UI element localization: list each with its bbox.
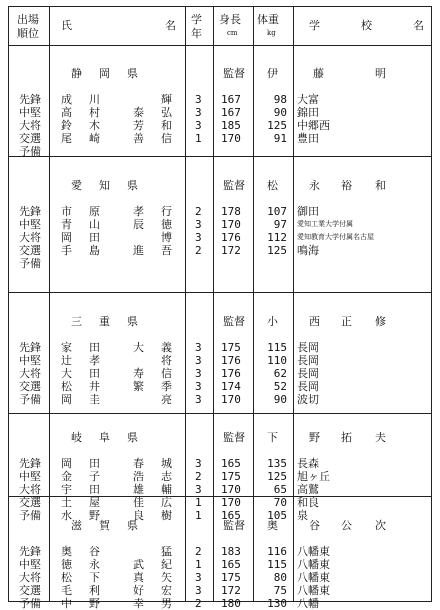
position-label: 交選 <box>19 380 41 393</box>
school-name: 愛知教育大学付属名古屋 <box>297 233 374 241</box>
height-value: 185 <box>221 119 241 132</box>
prefecture-name-char: 県 <box>127 179 138 192</box>
player-name-char: 屋 <box>89 496 100 509</box>
table-row <box>9 257 431 270</box>
weight-value: 80 <box>273 571 287 584</box>
coach-name-char: 藤 <box>313 67 324 80</box>
school-name: 波切 <box>297 393 319 406</box>
table-row <box>9 558 431 571</box>
prefecture-name-char: 滋 <box>71 519 82 532</box>
table-row <box>9 571 431 584</box>
table-row <box>9 584 431 597</box>
weight-value: 65 <box>273 483 287 496</box>
player-name-char: 高 <box>61 106 72 119</box>
roster-table <box>8 6 432 610</box>
school-name: 高鷲 <box>297 483 319 496</box>
school-name: 八幡 <box>297 597 319 610</box>
player-name-char: 田 <box>89 341 100 354</box>
position-label: 予備 <box>19 145 41 158</box>
height-value: 172 <box>221 584 241 597</box>
player-name-char: 岡 <box>61 393 72 406</box>
prefecture-name-char: 県 <box>127 315 138 328</box>
grade-value: 1 <box>195 558 202 571</box>
height-value: 172 <box>221 244 241 257</box>
prefecture-name-char: 県 <box>127 67 138 80</box>
player-name-char: 良 <box>133 509 144 522</box>
player-name-char: 和 <box>161 119 172 132</box>
player-name-char: 猛 <box>161 545 172 558</box>
table-row <box>9 119 431 132</box>
position-label: 先鋒 <box>19 457 41 470</box>
coach-name-char: 下 <box>267 431 278 444</box>
position-label: 大将 <box>19 119 41 132</box>
prefecture-block <box>9 45 431 157</box>
position-label: 中堅 <box>19 354 41 367</box>
position-label: 大将 <box>19 483 41 496</box>
coach-name-char: 伊 <box>267 67 278 80</box>
player-name-char: 村 <box>89 106 100 119</box>
position-label: 予備 <box>19 393 41 406</box>
prefecture-block <box>9 293 431 414</box>
school-name: 愛知工業大学付属 <box>297 220 353 228</box>
player-name-char: 尾 <box>61 132 72 145</box>
grade-value: 3 <box>195 341 202 354</box>
height-value: 175 <box>221 470 241 483</box>
player-name-char: 利 <box>89 584 100 597</box>
player-name-char: 辻 <box>61 354 72 367</box>
player-name-char: 野 <box>89 597 100 610</box>
table-row <box>9 341 431 354</box>
player-name-char: 武 <box>133 558 144 571</box>
height-value: 183 <box>221 545 241 558</box>
height-value: 170 <box>221 218 241 231</box>
player-name-char: 家 <box>61 341 72 354</box>
table-row <box>9 205 431 218</box>
player-name-char: 繁 <box>133 380 144 393</box>
table-row <box>9 457 431 470</box>
player-name-char: 亮 <box>161 393 172 406</box>
grade-value: 3 <box>195 393 202 406</box>
player-name-char: 井 <box>89 380 100 393</box>
weight-value: 135 <box>267 457 287 470</box>
prefecture-name-char: 岡 <box>99 67 110 80</box>
header-grade-1: 学 <box>191 13 202 26</box>
height-value: 170 <box>221 393 241 406</box>
player-name-char: 辰 <box>133 218 144 231</box>
school-name: 長岡 <box>297 354 319 367</box>
player-name-char: 原 <box>89 205 100 218</box>
weight-value: 52 <box>273 380 287 393</box>
position-label: 交選 <box>19 584 41 597</box>
weight-value: 90 <box>273 106 287 119</box>
header-name-2: 名 <box>165 19 176 32</box>
position-label: 先鋒 <box>19 341 41 354</box>
position-label: 中堅 <box>19 218 41 231</box>
grade-value: 3 <box>195 354 202 367</box>
weight-value: 130 <box>267 597 287 610</box>
player-name-char: 男 <box>161 597 172 610</box>
school-name: 和良 <box>297 496 319 509</box>
header-name-1: 氏 <box>61 19 72 32</box>
player-name-char: 中 <box>61 597 72 610</box>
player-name-char: 樹 <box>161 509 172 522</box>
player-name-char: 子 <box>89 470 100 483</box>
prefecture-block <box>9 414 431 522</box>
school-name: 長岡 <box>297 367 319 380</box>
player-name-char: 徳 <box>161 218 172 231</box>
weight-value: 97 <box>273 218 287 231</box>
position-label: 予備 <box>19 509 41 522</box>
header-height: 身長 <box>219 13 241 26</box>
school-name: 八幡東 <box>297 558 330 571</box>
height-value: 165 <box>221 457 241 470</box>
table-row <box>9 354 431 367</box>
school-name: 錦田 <box>297 106 319 119</box>
grade-value: 3 <box>195 218 202 231</box>
weight-value: 90 <box>273 393 287 406</box>
player-name-char: 矢 <box>161 571 172 584</box>
prefecture-name-char: 県 <box>127 431 138 444</box>
grade-value: 1 <box>195 132 202 145</box>
player-name-char: 大 <box>61 367 72 380</box>
player-name-char: 浩 <box>133 470 144 483</box>
player-name-char: 輔 <box>161 483 172 496</box>
table-row <box>9 367 431 380</box>
player-name-char: 信 <box>161 367 172 380</box>
table-row <box>9 132 431 145</box>
grade-value: 3 <box>195 93 202 106</box>
grade-value: 2 <box>195 597 202 610</box>
table-header <box>9 7 431 46</box>
coach-label: 監督 <box>223 315 245 328</box>
weight-value: 110 <box>267 354 287 367</box>
player-name-char: 市 <box>61 205 72 218</box>
player-name-char: 岡 <box>61 231 72 244</box>
header-grade-2: 年 <box>191 27 202 40</box>
player-name-char: 吾 <box>161 244 172 257</box>
player-name-char: 季 <box>161 380 172 393</box>
player-name-char: 孝 <box>89 354 100 367</box>
grade-value: 3 <box>195 483 202 496</box>
player-name-char: 幸 <box>133 597 144 610</box>
weight-value: 115 <box>267 341 287 354</box>
player-name-char: 田 <box>89 457 100 470</box>
player-name-char: 水 <box>61 509 72 522</box>
player-name-char: 川 <box>89 93 100 106</box>
height-value: 175 <box>221 341 241 354</box>
school-name: 八幡東 <box>297 584 330 597</box>
school-name: 八幡東 <box>297 571 330 584</box>
player-name-char: 田 <box>89 231 100 244</box>
height-value: 165 <box>221 558 241 571</box>
player-name-char: 宇 <box>61 483 72 496</box>
player-name-char: 宏 <box>161 584 172 597</box>
player-name-char: 島 <box>89 244 100 257</box>
weight-value: 62 <box>273 367 287 380</box>
prefecture-name-char: 賀 <box>99 519 110 532</box>
header-weight: 体重 <box>257 13 279 26</box>
table-row <box>9 470 431 483</box>
player-name-char: 松 <box>61 380 72 393</box>
player-name-char: 永 <box>89 558 100 571</box>
height-value: 180 <box>221 597 241 610</box>
coach-name-char: 裕 <box>341 179 352 192</box>
player-name-char: 好 <box>133 584 144 597</box>
coach-name-char: 公 <box>341 519 352 532</box>
grade-value: 3 <box>195 571 202 584</box>
school-name: 旭ヶ丘 <box>297 470 330 483</box>
school-name: 中郷西 <box>297 119 330 132</box>
weight-value: 91 <box>273 132 287 145</box>
grade-value: 3 <box>195 380 202 393</box>
coach-name-char: 永 <box>309 179 320 192</box>
player-name-char: 広 <box>161 496 172 509</box>
coach-name-char: 和 <box>375 179 386 192</box>
player-name-char: 弘 <box>161 106 172 119</box>
position-label: 先鋒 <box>19 545 41 558</box>
grade-value: 2 <box>195 545 202 558</box>
player-name-char: 崎 <box>89 132 100 145</box>
grade-value: 1 <box>195 496 202 509</box>
player-name-char: 芳 <box>133 119 144 132</box>
player-name-char: 徳 <box>61 558 72 571</box>
coach-name-char: 正 <box>341 315 352 328</box>
player-name-char: 志 <box>161 470 172 483</box>
height-value: 176 <box>221 367 241 380</box>
player-name-char: 行 <box>161 205 172 218</box>
header-weight-unit: kg <box>267 29 276 37</box>
prefecture-name-char: 三 <box>71 315 82 328</box>
coach-name-char: 松 <box>267 179 278 192</box>
weight-value: 115 <box>267 558 287 571</box>
position-label: 中堅 <box>19 470 41 483</box>
player-name-char: 毛 <box>61 584 72 597</box>
player-name-char: 圭 <box>89 393 100 406</box>
prefecture-name-char: 愛 <box>71 179 82 192</box>
coach-name-char: 拓 <box>341 431 352 444</box>
height-value: 174 <box>221 380 241 393</box>
player-name-char: 下 <box>89 571 100 584</box>
grade-value: 2 <box>195 244 202 257</box>
position-label: 中堅 <box>19 558 41 571</box>
player-name-char: 城 <box>161 457 172 470</box>
weight-value: 75 <box>273 584 287 597</box>
header-school-3: 名 <box>413 19 424 32</box>
prefecture-block <box>9 497 431 610</box>
coach-label: 監督 <box>223 519 245 532</box>
prefecture-name-char: 岐 <box>71 431 82 444</box>
player-name-char: 手 <box>61 244 72 257</box>
school-name: 長岡 <box>297 341 319 354</box>
grade-value: 2 <box>195 470 202 483</box>
weight-value: 112 <box>267 231 287 244</box>
coach-label: 監督 <box>223 67 245 80</box>
table-row <box>9 483 431 496</box>
position-label: 先鋒 <box>19 93 41 106</box>
table-row <box>9 244 431 257</box>
player-name-char: 佳 <box>133 496 144 509</box>
player-name-char: 山 <box>89 218 100 231</box>
prefecture-block <box>9 157 431 293</box>
weight-value: 116 <box>267 545 287 558</box>
player-name-char: 信 <box>161 132 172 145</box>
table-row <box>9 597 431 610</box>
player-name-char: 野 <box>89 509 100 522</box>
position-label: 先鋒 <box>19 205 41 218</box>
height-value: 170 <box>221 483 241 496</box>
header-school-1: 学 <box>309 19 320 32</box>
coach-name-char: 奥 <box>267 519 278 532</box>
height-value: 170 <box>221 132 241 145</box>
height-value: 167 <box>221 106 241 119</box>
player-name-char: 松 <box>61 571 72 584</box>
coach-name-char: 修 <box>375 315 386 328</box>
grade-value: 3 <box>195 119 202 132</box>
prefecture-name-char: 阜 <box>99 431 110 444</box>
height-value: 175 <box>221 571 241 584</box>
table-row <box>9 231 431 244</box>
player-name-char: 鈴 <box>61 119 72 132</box>
height-value: 165 <box>221 509 241 522</box>
player-name-char: 田 <box>89 367 100 380</box>
table-row <box>9 93 431 106</box>
player-name-char: 成 <box>61 93 72 106</box>
player-name-char: 博 <box>161 231 172 244</box>
player-name-char: 田 <box>89 483 100 496</box>
height-value: 176 <box>221 354 241 367</box>
school-name: 御田 <box>297 205 319 218</box>
grade-value: 3 <box>195 106 202 119</box>
school-name: 豊田 <box>297 132 319 145</box>
grade-value: 1 <box>195 509 202 522</box>
grade-value: 2 <box>195 205 202 218</box>
player-name-char: 雄 <box>133 483 144 496</box>
coach-name-char: 明 <box>375 67 386 80</box>
school-name: 長森 <box>297 457 319 470</box>
player-name-char: 孝 <box>133 205 144 218</box>
grade-value: 3 <box>195 457 202 470</box>
weight-value: 125 <box>267 470 287 483</box>
height-value: 170 <box>221 496 241 509</box>
school-name: 大富 <box>297 93 319 106</box>
player-name-char: 真 <box>133 571 144 584</box>
player-name-char: 岡 <box>61 457 72 470</box>
coach-name-char: 小 <box>267 315 278 328</box>
grade-value: 3 <box>195 231 202 244</box>
player-name-char: 土 <box>61 496 72 509</box>
player-name-char: 泰 <box>133 106 144 119</box>
position-label: 交選 <box>19 132 41 145</box>
player-name-char: 紀 <box>161 558 172 571</box>
header-school-2: 校 <box>361 19 372 32</box>
weight-value: 125 <box>267 244 287 257</box>
player-name-char: 春 <box>133 457 144 470</box>
position-label: 予備 <box>19 597 41 610</box>
player-name-char: 青 <box>61 218 72 231</box>
coach-name-char: 西 <box>309 315 320 328</box>
coach-name-char: 次 <box>375 519 386 532</box>
school-name: 八幡東 <box>297 545 330 558</box>
weight-value: 98 <box>273 93 287 106</box>
player-name-char: 将 <box>161 354 172 367</box>
header-height-unit: cm <box>227 29 238 37</box>
height-value: 167 <box>221 93 241 106</box>
table-row <box>9 545 431 558</box>
header-order-2: 順位 <box>17 27 39 40</box>
coach-name-char: 夫 <box>375 431 386 444</box>
grade-value: 3 <box>195 584 202 597</box>
player-name-char: 進 <box>133 244 144 257</box>
player-name-char: 谷 <box>89 545 100 558</box>
prefecture-name-char: 静 <box>71 67 82 80</box>
player-name-char: 金 <box>61 470 72 483</box>
player-name-char: 義 <box>161 341 172 354</box>
weight-value: 107 <box>267 205 287 218</box>
school-name: 泉 <box>297 509 308 522</box>
school-name: 長岡 <box>297 380 319 393</box>
position-label: 交選 <box>19 496 41 509</box>
coach-label: 監督 <box>223 179 245 192</box>
position-label: 予備 <box>19 257 41 270</box>
height-value: 178 <box>221 205 241 218</box>
weight-value: 70 <box>273 496 287 509</box>
position-label: 大将 <box>19 367 41 380</box>
prefecture-name-char: 知 <box>99 179 110 192</box>
school-name: 鳴海 <box>297 244 319 257</box>
player-name-char: 木 <box>89 119 100 132</box>
grade-value: 3 <box>195 367 202 380</box>
table-row <box>9 218 431 231</box>
player-name-char: 奥 <box>61 545 72 558</box>
position-label: 交選 <box>19 244 41 257</box>
table-row <box>9 380 431 393</box>
prefecture-name-char: 県 <box>127 519 138 532</box>
position-label: 中堅 <box>19 106 41 119</box>
player-name-char: 大 <box>133 341 144 354</box>
height-value: 176 <box>221 231 241 244</box>
position-label: 大将 <box>19 231 41 244</box>
coach-name-char: 野 <box>309 431 320 444</box>
position-label: 大将 <box>19 571 41 584</box>
weight-value: 105 <box>267 509 287 522</box>
table-row <box>9 106 431 119</box>
player-name-char: 寿 <box>133 367 144 380</box>
header-order-1: 出場 <box>17 13 39 26</box>
prefecture-name-char: 重 <box>99 315 110 328</box>
weight-value: 125 <box>267 119 287 132</box>
coach-name-char: 谷 <box>309 519 320 532</box>
player-name-char: 輝 <box>161 93 172 106</box>
coach-label: 監督 <box>223 431 245 444</box>
table-row <box>9 393 431 406</box>
player-name-char: 善 <box>133 132 144 145</box>
